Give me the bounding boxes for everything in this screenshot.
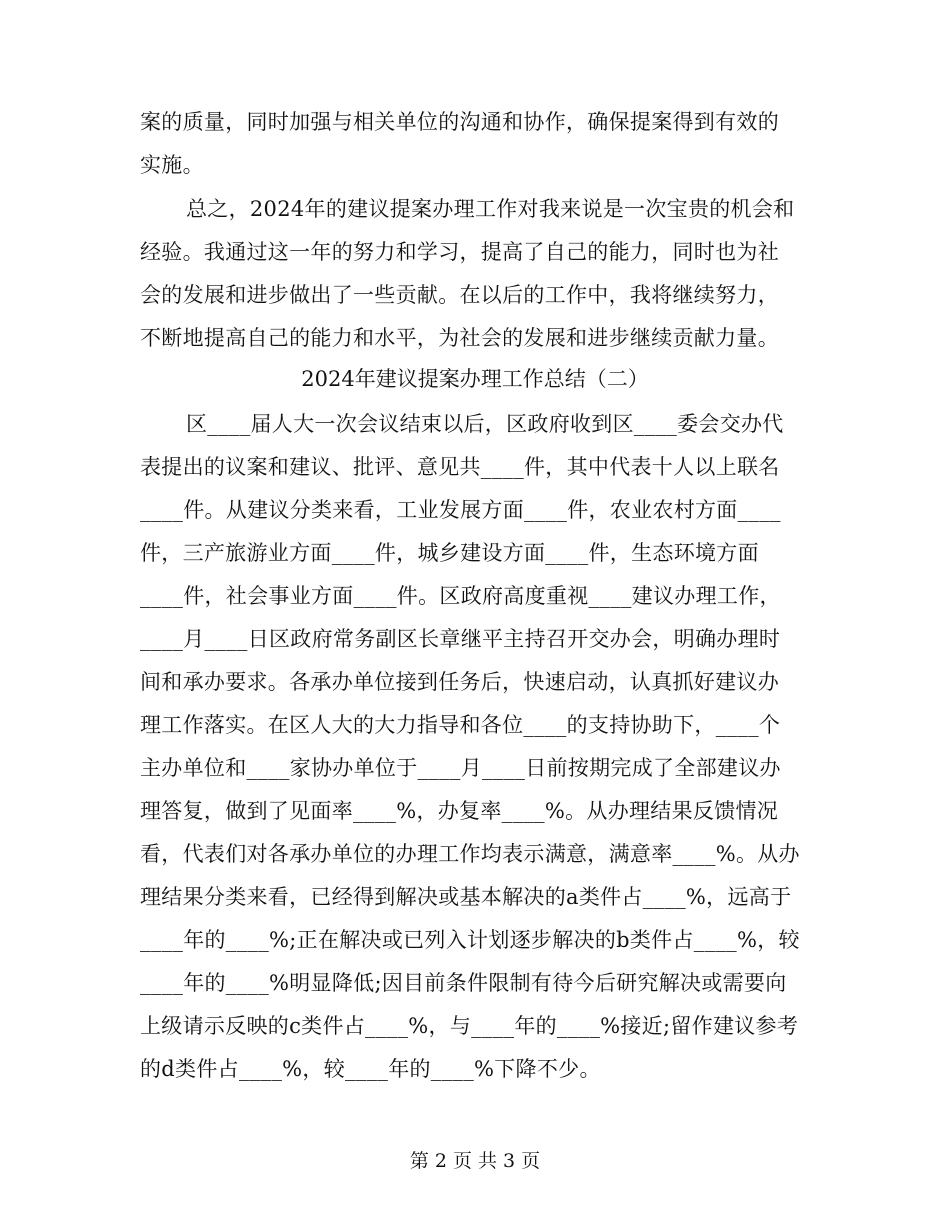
- paragraph-line: 案的质量，同时加强与相关单位的沟通和协作，确保提案得到有效的: [140, 110, 779, 134]
- paragraph-line: 不断地提高自己的能力和水平，为社会的发展和进步继续贡献力量。: [140, 326, 779, 350]
- paragraph-line: 会的发展和进步做出了一些贡献。在以后的工作中，我将继续努力，: [140, 283, 779, 307]
- paragraph-line: ____件，社会事业方面____件。区政府高度重视____建议办理工作，: [140, 584, 781, 608]
- paragraph-line: 总之，2024年的建议提案办理工作对我来说是一次宝贵的机会和: [186, 197, 795, 221]
- paragraph-line: 件，三产旅游业方面____件，城乡建设方面____件，生态环境方面: [140, 541, 759, 565]
- page-number-footer: 第 2 页 共 3 页: [409, 1150, 541, 1172]
- paragraph-line: 理答复，做到了见面率____%，办复率____%。从办理结果反馈情况: [140, 799, 779, 823]
- paragraph-line: 的d类件占____%，较____年的____%下降不少。: [140, 1057, 601, 1081]
- paragraph-line: 实施。: [140, 153, 204, 177]
- paragraph-line: 上级请示反映的c类件占____%，与____年的____%接近;留作建议参考: [140, 1014, 799, 1038]
- paragraph-line: 理结果分类来看，已经得到解决或基本解决的a类件占____%，远高于: [140, 885, 792, 909]
- paragraph-line: 看，代表们对各承办单位的办理工作均表示满意，满意率____%。从办: [140, 842, 800, 866]
- paragraph-line: 区____届人大一次会议结束以后，区政府收到区____委会交办代: [186, 412, 784, 436]
- paragraph-line: 主办单位和____家协办单位于____月____日前按期完成了全部建议办: [140, 756, 781, 780]
- paragraph-line: 理工作落实。在区人大的大力指导和各位____的支持协助下，____个: [140, 713, 781, 737]
- section-title: 2024年建议提案办理工作总结（二）: [301, 367, 649, 391]
- paragraph-line: ____月____日区政府常务副区长章继平主持召开交办会，明确办理时: [140, 627, 781, 651]
- paragraph-line: ____年的____%明显降低;因目前条件限制有待今后研究解决或需要向: [140, 971, 787, 995]
- paragraph-line: 经验。我通过这一年的努力和学习，提高了自己的能力，同时也为社: [140, 240, 779, 264]
- paragraph-line: ____件。从建议分类来看，工业发展方面____件，农业农村方面____: [140, 498, 781, 522]
- paragraph-line: 表提出的议案和建议、批评、意见共____件，其中代表十人以上联名: [140, 455, 780, 479]
- paragraph-line: ____年的____%;正在解决或已列入计划逐步解决的b类件占____%，较: [140, 928, 800, 952]
- paragraph-line: 间和承办要求。各承办单位接到任务后，快速启动，认真抓好建议办: [140, 670, 779, 694]
